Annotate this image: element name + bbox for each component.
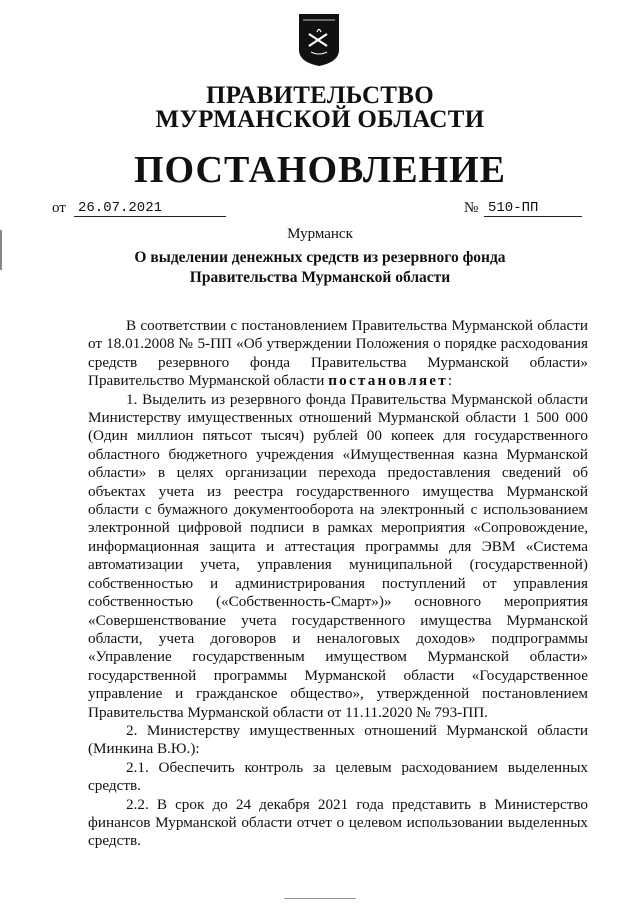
paragraph-preamble [88,317,588,391]
scan-edge-mark [0,230,2,270]
city: Мурманск [287,226,353,242]
date-number-row [52,200,588,222]
org-name-line2: МУРМАНСКОЙ ОБЛАСТИ [155,106,485,133]
document-date: 26.07.2021 [74,200,226,217]
bottom-line-mark [284,898,356,899]
paragraph-item-2: 2. Министерству имущественных отношений Мурманской области (Минкина В.Ю.): [88,721,588,758]
paragraph-item-2-1: 2.1. Обеспечить контроль за целевым расходованием выделенных средств. [88,758,588,795]
preamble-colon: : [447,372,453,390]
org-name-line1: ПРАВИТЕЛЬСТВО [206,82,434,109]
document-number: 510-ПП [484,200,582,217]
document-body [88,317,588,851]
resolves-word: постановляет [328,372,448,390]
paragraph-item-2-2: 2.2. В срок до 24 декабря 2021 года представить в Министерство финансов Мурманской области отчет о целевом использовании выделенных средств. [88,795,588,850]
document-type: ПОСТАНОВЛЕНИЕ [133,149,507,191]
preamble-text: В соответствии с постановлением Правительства Мурманской области от 18.01.2008 № 5-ПП «Об утверждении Положения о порядке расходования средств резервного фонда Правительства Мурманской области» Правительство Мурманской области [88,317,588,390]
document-subject [0,248,640,288]
subject-line2: Правительства Мурманской области [189,269,451,286]
number-label: № [464,200,479,216]
coat-of-arms-icon [297,12,341,68]
subject-line1: О выделении денежных средств из резервного фонда [134,249,506,266]
paragraph-item-1: 1. Выделить из резервного фонда Правительства Мурманской области Министерству имущественных отношений Мурманской области 1 500 000 (Один миллион пятьсот тысяч) рублей 00 копеек для государственного областного бюджетного учреждения «Имущественная казна Мурманской области» в целях организации перехода предоставления сведений об объектах учета из реестра государственного имущества Мурманской области с бумажного документооборота на электронный с использованием электронной цифровой подписи в рамках мероприятия «Сопровождение, информационная защита и аттестация программы для ЭВМ «Система автоматизации учета, управления муниципальной (государственной) собственностью и администрирования поступлений от управления собственностью («Собственность-Смарт»)» основного мероприятия «Совершенствование учета государственного имущества Мурманской области, учета договоров и неналоговых доходов» подпрограммы «Управление государственным имуществом Мурманской области» государственной программы Мурманской области «Государственное управление и гражданское общество», утвержденной постановлением Правительства Мурманской области от 11.11.2020 № 793-ПП. [88,390,588,721]
date-label: от [52,200,66,216]
